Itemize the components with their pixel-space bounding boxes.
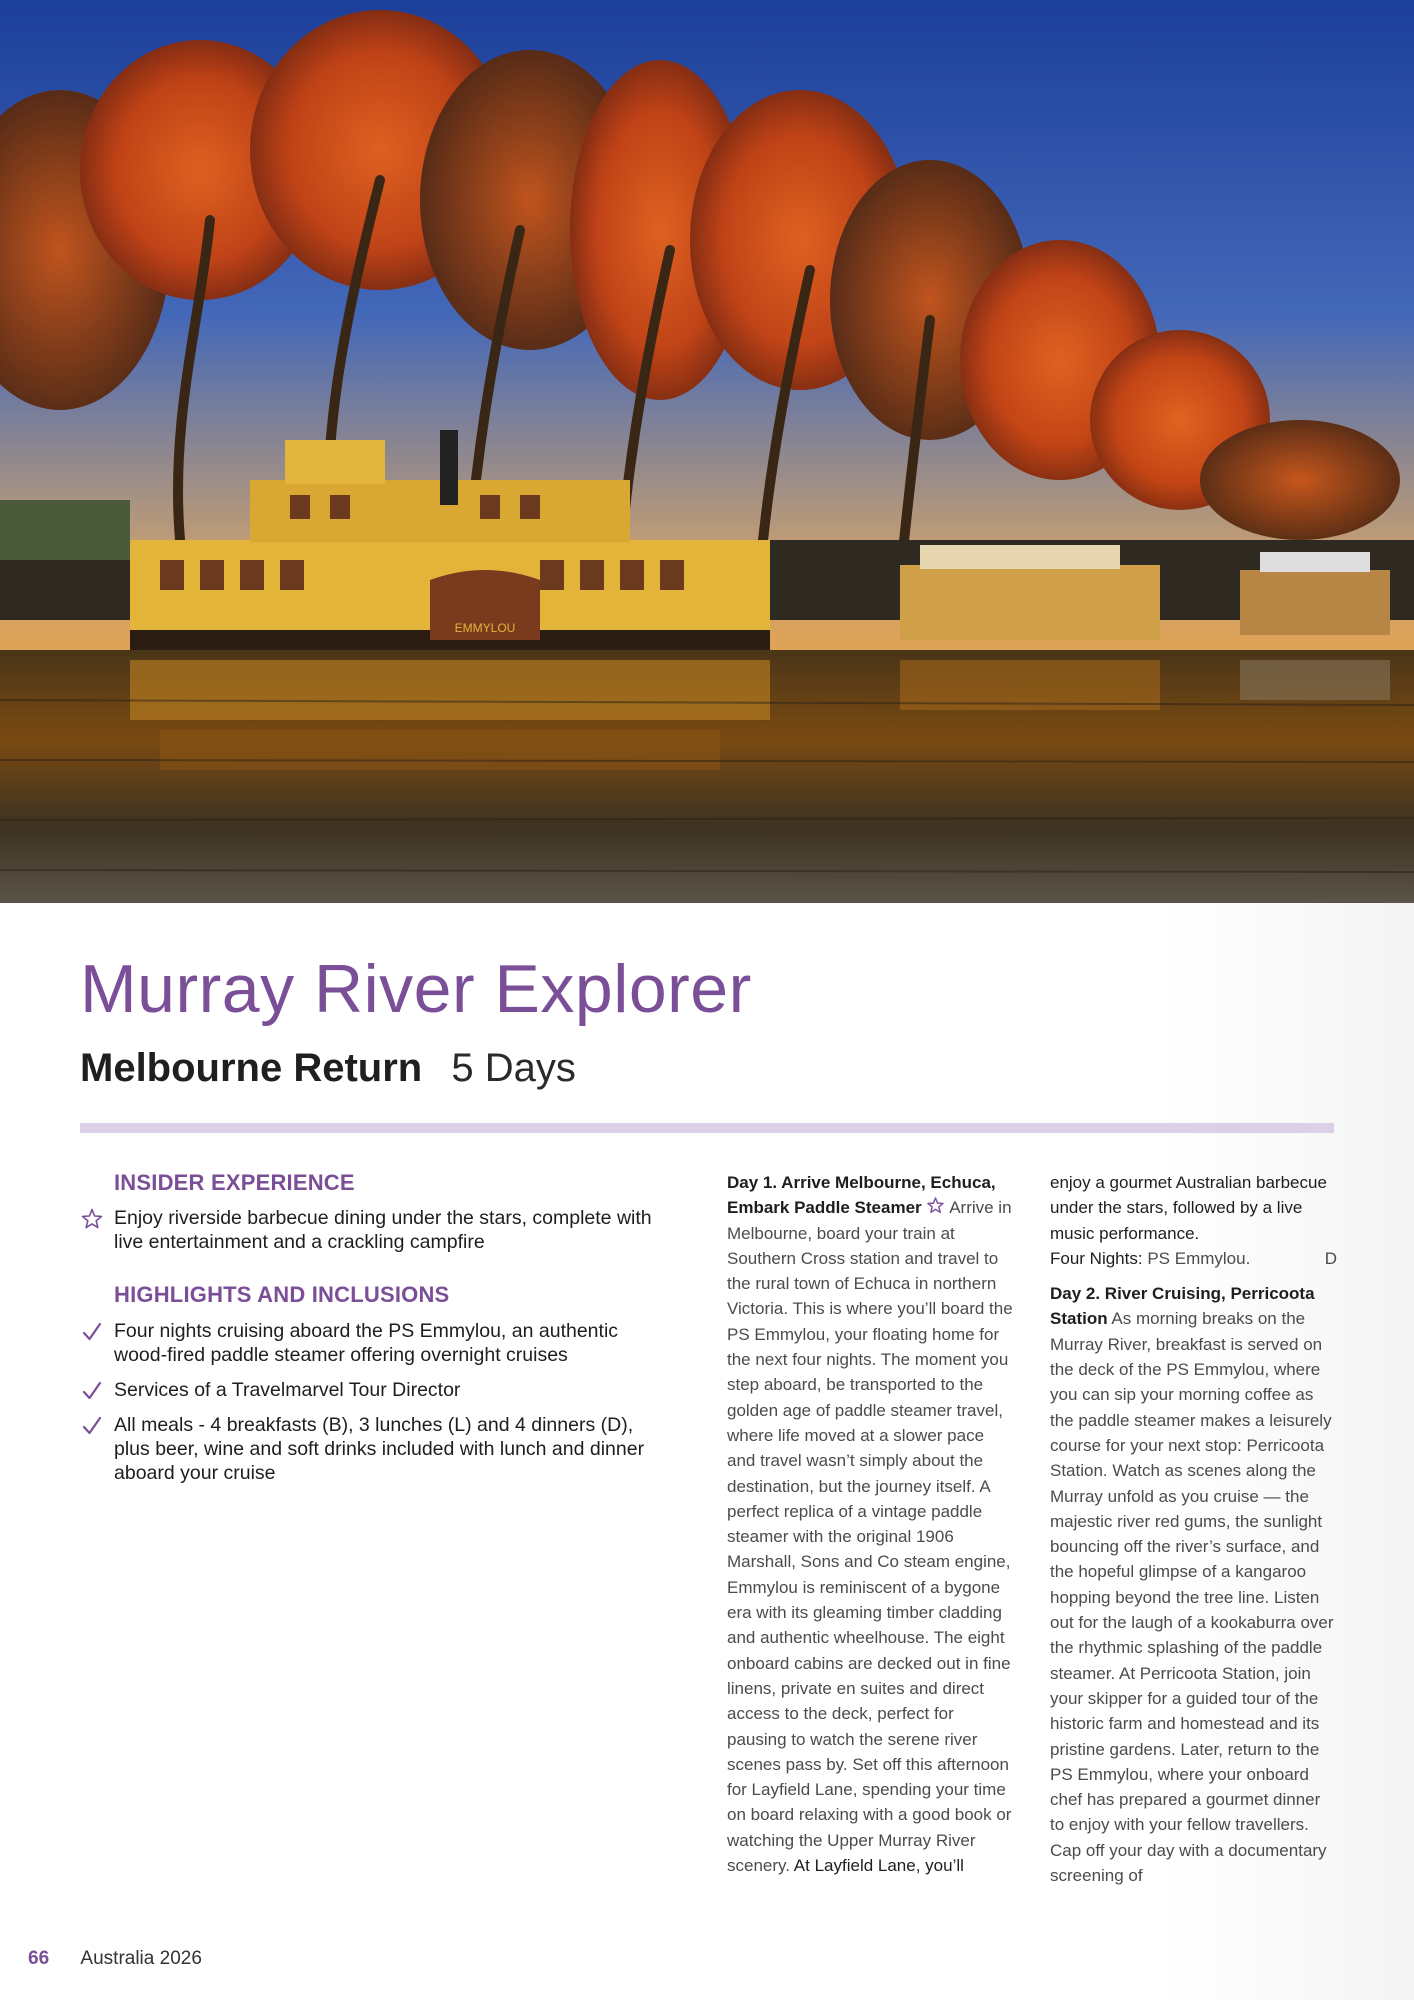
checkmark-icon [80,1379,104,1403]
list-item [80,1378,670,1402]
page-number: 66 [28,1948,50,1969]
list-item [80,1319,670,1367]
tour-route: Melbourne Return [80,1046,423,1090]
day-1-continued-text: enjoy a gourmet Australian barbecue under the stars, followed by a live music performance. [1050,1173,1327,1243]
tour-duration: 5 Days [451,1046,576,1090]
publication-name: Australia 2026 [80,1948,202,1969]
day-1-heading: Day 1. Arrive Melbourne, Echuca, Embark Paddle Steamer [727,1173,996,1218]
day-1-entry [727,1170,1014,1878]
day-1-continued [1050,1170,1337,1271]
day-2-body: As morning breaks on the Murray River, breakfast is served on the deck of the PS Emmylou, where you can sip your morning coffee as the paddle steamer makes a leisurely course for your next stop: Perricoota Station. Watch as scenes along the Murray unfold as you cruise — the majestic river red gums, the sunlight bouncing off the river’s surface, and the hopeful glimpse of a kangaroo hopping beyond the tree line. Listen out for the laugh of a kookaburra over the rhythmic splashing of the paddle steamer. At Perricoota Station, join your skipper for a guided tour of the historic farm and homestead and its pristine gardens. Later, return to the PS Emmylou, where your onboard chef has prepared a gourmet dinner to enjoy with your fellow travellers. Cap off your day with a documentary screening of [1050,1309,1334,1886]
day-2-entry [1050,1281,1337,1888]
insider-item [80,1206,670,1254]
highlights-list [80,1319,670,1485]
highlight-text: Services of a Travelmarvel Tour Director [114,1379,461,1401]
insider-text: Enjoy riverside barbecue dining under the stars, complete with live entertainment and a crackling campfire [114,1207,652,1253]
hero-photo [0,0,1414,903]
page-footer [28,1948,202,1970]
highlights-heading: HIGHLIGHTS AND INCLUSIONS [114,1282,450,1307]
nights-label: Four Nights: [1050,1248,1143,1268]
itinerary-column-2 [1050,1170,1337,1888]
day-2-heading: Day 2. River Cruising, Perricoota Station [1050,1284,1315,1329]
star-icon [80,1207,104,1231]
checkmark-icon [80,1414,104,1438]
checkmark-icon [80,1320,104,1344]
star-icon [926,1196,945,1215]
tour-summary [80,1170,670,1485]
highlight-text: Four nights cruising aboard the PS Emmylou, an authentic wood-fired paddle steamer offering overnight cruises [114,1320,619,1366]
meal-code: D [1324,1248,1337,1268]
nights-value: PS Emmylou. [1147,1248,1251,1268]
list-item [80,1413,670,1485]
itinerary-column-1 [727,1170,1014,1878]
tour-subtitle [80,1046,576,1091]
svg-text:EMMYLOU: EMMYLOU [454,621,516,635]
highlight-text: All meals - 4 breakfasts (B), 3 lunches (L) and 4 dinners (D), plus beer, wine and soft drinks included with lunch and dinner aboard your cruise [114,1414,645,1484]
insider-heading: INSIDER EXPERIENCE [114,1170,355,1195]
divider-rule [80,1123,1334,1133]
page-title: Murray River Explorer [80,951,752,1027]
day-1-body: Arrive in Melbourne, board your train at Southern Cross station and travel to the rural town of Echuca in northern Victoria. This is where you’ll board the PS Emmylou, your floating home for the next four nights. The moment you step aboard, be transported to the golden age of paddle steamer travel, where life moved at a slower pace and travel wasn’t simply about the destination, but the journey itself. A perfect replica of a vintage paddle steamer with the original 1906 Marshall, Sons and Co steam engine, Emmylou is reminiscent of a bygone era with its gleaming timber cladding and authentic wheelhouse. The eight onboard cabins are decked out in fine linens, private en suites and direct access to the deck, perfect for pausing to watch the serene river scenes pass by. Set off this afternoon for Layfield Lane, spending your time on board relaxing with a good book or watching the Upper Murray River scenery. [727,1198,1013,1876]
day-1-body-highlight: At Layfield Lane, you’ll [793,1856,964,1876]
